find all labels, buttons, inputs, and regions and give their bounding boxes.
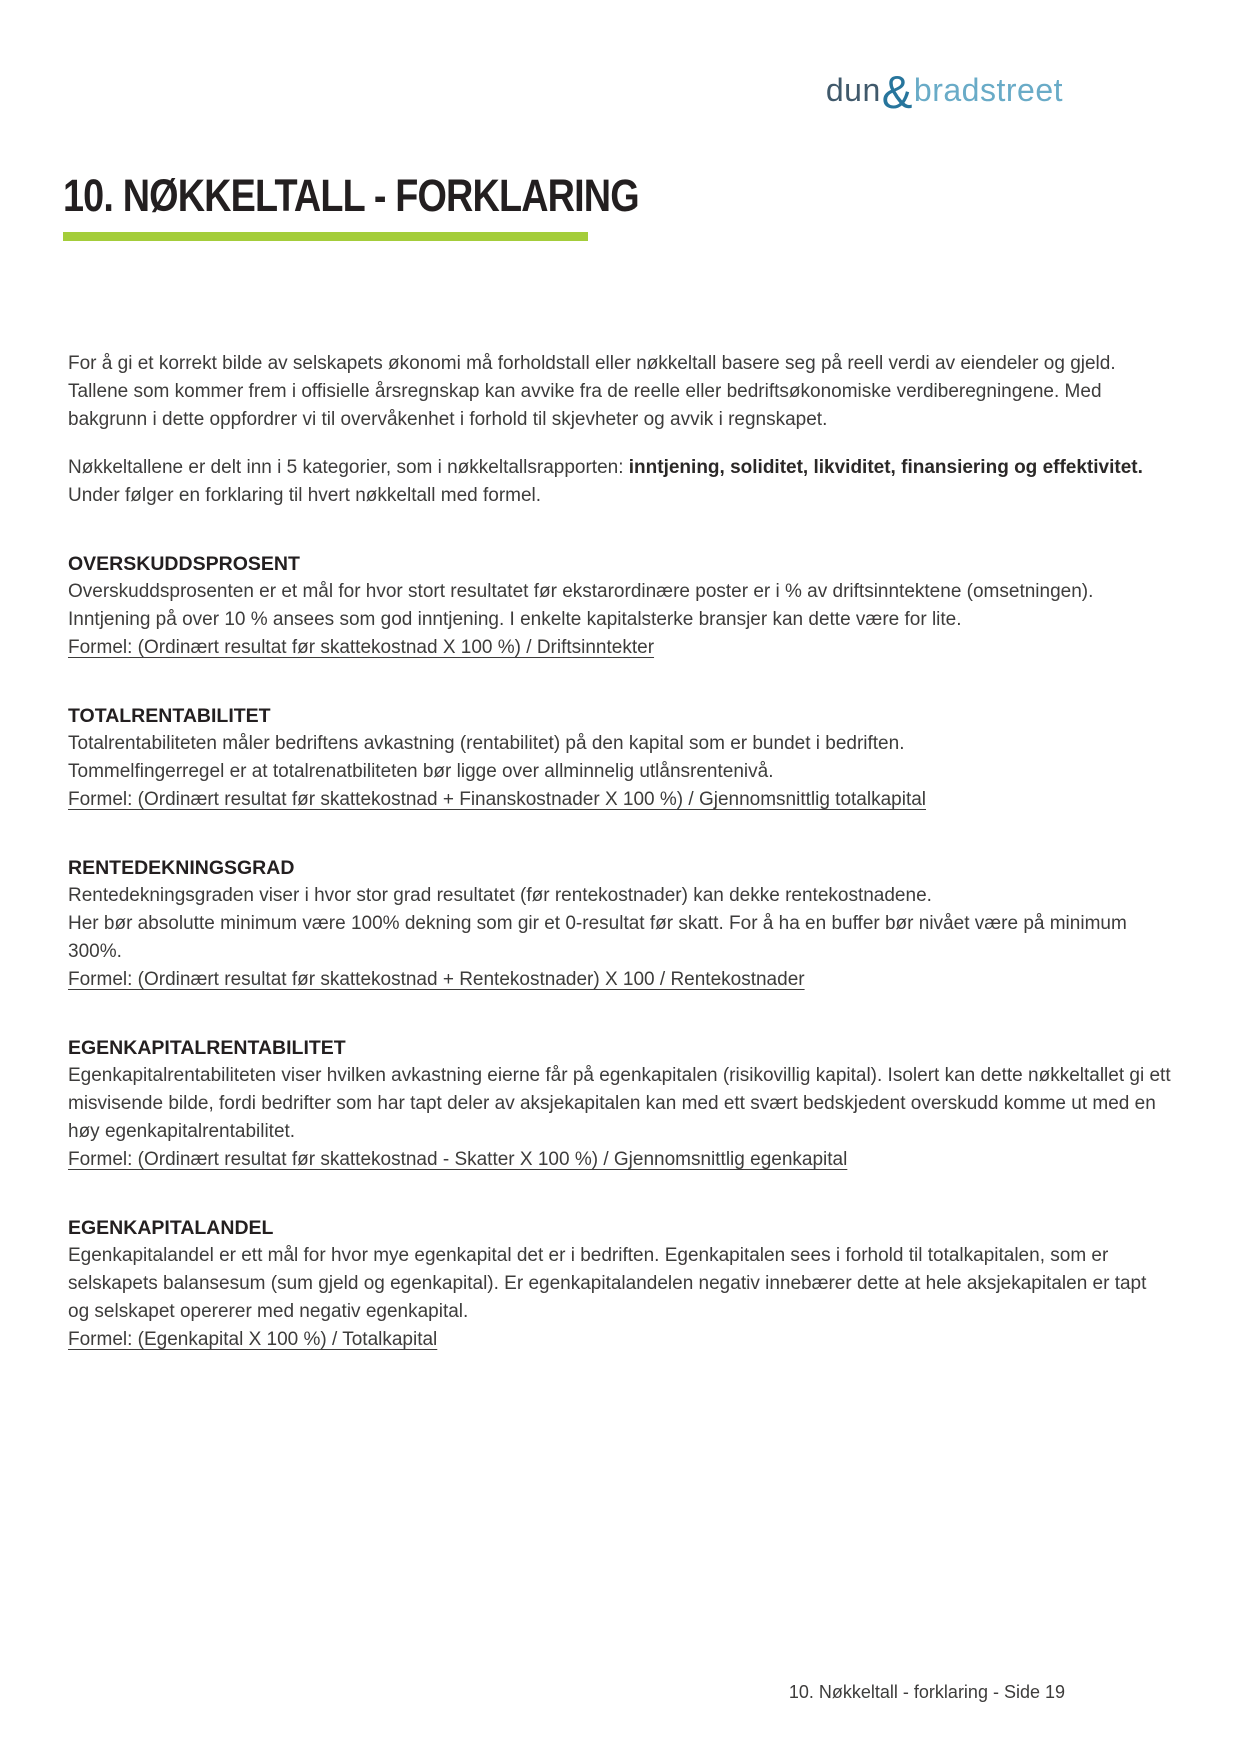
title-accent-bar [63,232,588,241]
section-body [68,730,1172,786]
intro-categories-bold: inntjening, soliditet, likviditet, finansiering og effektivitet. [628,457,1143,478]
page-title: 10. NØKKELTALL - FORKLARING [63,170,639,221]
formula-line: Formel: (Ordinært resultat før skattekostnad + Rentekostnader) X 100 / Rentekostnader [68,969,805,990]
section-body-text: Overskuddsprosenten er et mål for hvor stort resultatet før ekstarordinære poster er i % av driftsinntektene (omsetningen). Inntjening på over 10 % ansees som god inntjening. I enkelte kapitalsterke bransjer kan dette være for lite. [68,581,1094,630]
logo-word-bradstreet: bradstreet [913,72,1063,108]
intro-paragraph-2-suffix: Under følger en forklaring til hvert nøkkeltall med formel. [68,485,542,506]
intro-paragraph-2 [68,454,1172,510]
section-heading: TOTALRENTABILITET [68,705,271,727]
section-body [68,882,1172,966]
section-egenkapitalandel [68,1214,1172,1354]
section-body-text: Egenkapitalandel er ett mål for hvor mye egenkapital det er i bedriften. Egenkapitalen sees i forhold til totalkapitalen, som er selskapets balansesum (sum gjeld og egenkapital). Er egenkapitalandelen negativ innebærer dette at hele aksjekapitalen er tapt og selskapet opererer med negativ egenkapital. [68,1245,1147,1322]
document-body [68,350,1172,1354]
section-heading: EGENKAPITALANDEL [68,1217,274,1239]
section-body [68,1242,1172,1326]
section-body-text: Her bør absolutte minimum være 100% dekning som gir et 0-resultat før skatt. For å ha en buffer bør nivået være på minimum 300%. [68,913,1127,962]
page-footer: 10. Nøkkeltall - forklaring - Side 19 [788,1682,1065,1702]
formula-line: Formel: (Ordinært resultat før skattekostnad - Skatter X 100 %) / Gjennomsnittlig egenkapital [68,1149,848,1170]
intro-paragraph-1: For å gi et korrekt bilde av selskapets økonomi må forholdstall eller nøkkeltall basere seg på reell verdi av eiendeler og gjeld. Tallene som kommer frem i offisielle årsregnskap kan avvike fra de reelle eller bedriftsøkonomiske verdiberegningene. Med bakgrunn i dette oppfordrer vi til overvåkenhet i forhold til skjevheter og avvik i regnskapet. [68,353,1116,430]
section-egenkapitalrentabilitet [68,1034,1172,1174]
logo-word-dun: dun [825,72,881,108]
section-overskuddsprosent [68,550,1172,662]
formula-line: Formel: (Ordinært resultat før skattekostnad + Finanskostnader X 100 %) / Gjennomsnittlig totalkapital [68,789,927,810]
formula-line: Formel: (Egenkapital X 100 %) / Totalkapital [68,1329,438,1350]
section-heading: EGENKAPITALRENTABILITET [68,1037,346,1059]
formula-line: Formel: (Ordinært resultat før skattekostnad X 100 %) / Driftsinntekter [68,637,655,658]
intro-paragraph-2-text: Nøkkeltallene er delt inn i 5 kategorier, som i nøkkeltallsrapporten: [68,457,629,478]
section-body-text: Tommelfingerregel er at totalrenatbiliteten bør ligge over allminnelig utlånsrentenivå. [68,761,774,782]
section-body [68,1062,1172,1146]
section-heading: OVERSKUDDSPROSENT [68,553,300,575]
section-body-text: Egenkapitalrentabiliteten viser hvilken avkastning eierne får på egenkapitalen (risikovillig kapital). Isolert kan dette nøkkeltallet gi ett misvisende bilde, fordi bedrifter som har tapt deler av aksjekapitalen kan med ett svært bedskjedent overskudd komme ut med en høy egenkapitalrentabilitet. [68,1065,1171,1142]
dun-bradstreet-logo: dun&bradstreet [825,66,1063,118]
section-body-text: Rentedekningsgraden viser i hvor stor grad resultatet (før rentekostnader) kan dekke rentekostnadene. [68,885,932,906]
section-rentedekningsgrad [68,854,1172,994]
section-totalrentabilitet [68,702,1172,814]
section-body-text: Totalrentabiliteten måler bedriftens avkastning (rentabilitet) på den kapital som er bundet i bedriften. [68,733,905,754]
section-heading: RENTEDEKNINGSGRAD [68,857,295,879]
section-body [68,578,1172,634]
